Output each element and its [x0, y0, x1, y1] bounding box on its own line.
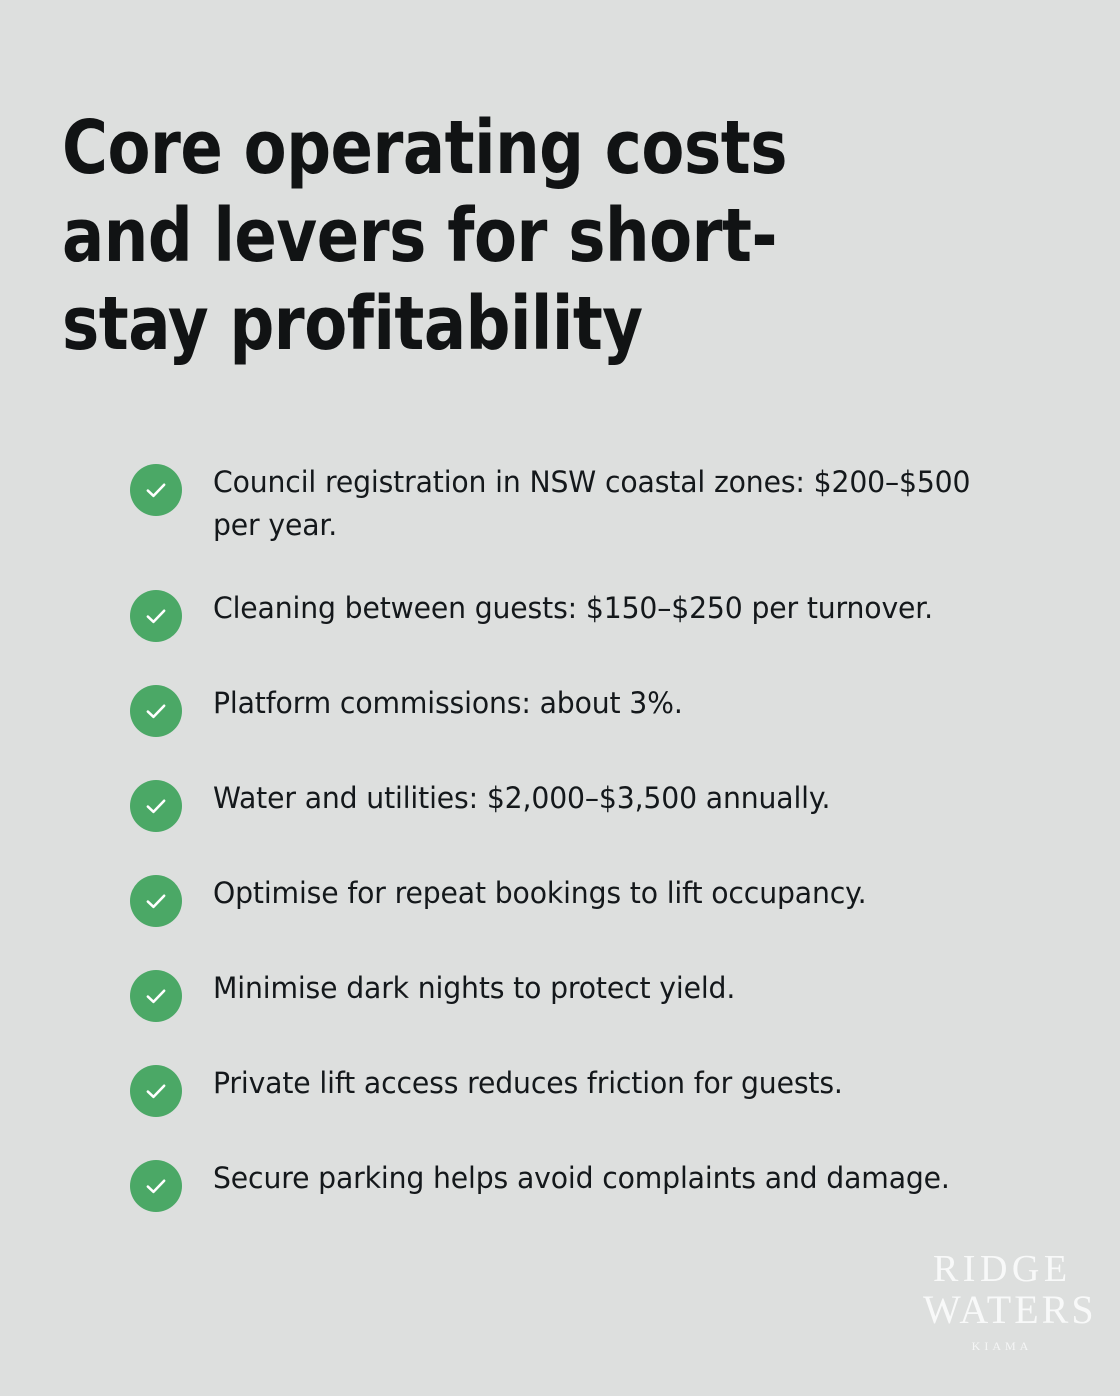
checklist: [130, 461, 1030, 1212]
list-item-label: Optimise for repeat bookings to lift occupancy.: [213, 876, 867, 910]
list-item: [130, 682, 1030, 737]
list-item: [130, 1157, 1030, 1212]
check-circle-icon: [130, 875, 182, 927]
list-item: [130, 777, 1030, 832]
list-item-label: Secure parking helps avoid complaints and damage.: [213, 1161, 950, 1195]
list-item-label: Council registration in NSW coastal zones: $200–$500 per year.: [213, 465, 971, 542]
brand-name-line-2: WATERS: [923, 1287, 1097, 1332]
brand-name-line-1: RIDGE: [932, 1248, 1072, 1290]
check-circle-icon: [130, 1065, 182, 1117]
list-item: [130, 1062, 1030, 1117]
brand-watermark: [920, 1248, 1097, 1354]
list-item: [130, 587, 1030, 642]
brand-location: KIAMA: [971, 1339, 1033, 1353]
list-item-label: Minimise dark nights to protect yield.: [213, 971, 736, 1005]
check-circle-icon: [130, 780, 182, 832]
check-circle-icon: [130, 1160, 182, 1212]
list-item-label: Platform commissions: about 3%.: [213, 686, 683, 720]
check-circle-icon: [130, 685, 182, 737]
check-circle-icon: [130, 464, 182, 516]
list-item-label: Cleaning between guests: $150–$250 per turnover.: [213, 591, 934, 625]
check-circle-icon: [130, 590, 182, 642]
list-item-label: Private lift access reduces friction for guests.: [213, 1066, 843, 1100]
list-item: [130, 872, 1030, 927]
check-circle-icon: [130, 970, 182, 1022]
page-title: Core operating costs and levers for short-stay profitability: [62, 105, 787, 367]
list-item: [130, 967, 1030, 1022]
list-item-label: Water and utilities: $2,000–$3,500 annually.: [213, 781, 831, 815]
list-item: [130, 461, 1030, 547]
